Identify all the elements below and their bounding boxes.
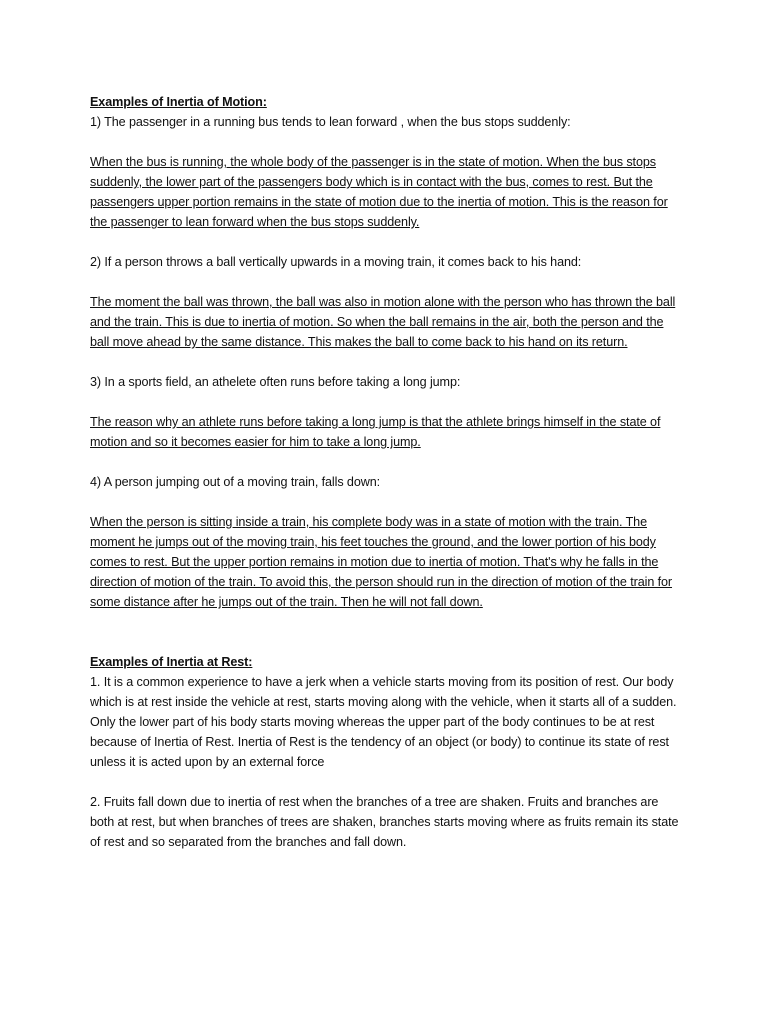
motion-answer-4: When the person is sitting inside a train, his complete body was in a state of motion with the train. The moment he jumps out of the moving train, his feet touches the ground, and the lower portion of his body comes to rest. But the upper portion remains in motion due to inertia of motion. That's why he falls in the direction of motion of the train. To avoid this, the person should run in the direction of motion of the train for some distance after he jumps out of the train. Then he will not fall down. (90, 515, 673, 609)
motion-question-2: 2) If a person throws a ball vertically upwards in a moving train, it comes back to his hand: (90, 255, 582, 269)
motion-answer-2: The moment the ball was thrown, the ball was also in motion alone with the person who has thrown the ball and the train. This is due to inertia of motion. So when the ball remains in the air, both the person and the ball move ahead by the same distance. This makes the ball to come back to his hand on its return. (90, 295, 676, 349)
rest-item-2: 2. Fruits fall down due to inertia of rest when the branches of a tree are shaken. Fruits and branches are both at rest, but when branches of trees are shaken, branches starts moving where as fruits remain its state of rest and so separated from the branches and fall down. (90, 795, 679, 849)
motion-heading: Examples of Inertia of Motion: (90, 95, 267, 109)
rest-heading: Examples of Inertia at Rest: (90, 655, 253, 669)
document-page (90, 92, 680, 852)
motion-question-3: 3) In a sports field, an athelete often runs before taking a long jump: (90, 375, 461, 389)
motion-question-1: 1) The passenger in a running bus tends to lean forward , when the bus stops suddenly: (90, 115, 571, 129)
motion-question-4: 4) A person jumping out of a moving train, falls down: (90, 475, 381, 489)
motion-answer-3: The reason why an athlete runs before taking a long jump is that the athlete brings himself in the state of motion and so it becomes easier for him to take a long jump. (90, 415, 661, 449)
rest-item-1: 1. It is a common experience to have a jerk when a vehicle starts moving from its position of rest. Our body which is at rest inside the vehicle at rest, starts moving along with the vehicle, when it starts all of a sudden. Only the lower part of his body starts moving whereas the upper part of the body continues to be at rest because of Inertia of Rest. Inertia of Rest is the tendency of an object (or body) to continue its state of rest unless it is acted upon by an external force (90, 675, 677, 769)
motion-answer-1: When the bus is running, the whole body of the passenger is in the state of motion. When the bus stops suddenly, the lower part of the passengers body which is in contact with the bus, comes to rest. But the passengers upper portion remains in the state of motion due to the inertia of motion. This is the reason for the passenger to lean forward when the bus stops suddenly. (90, 155, 668, 229)
